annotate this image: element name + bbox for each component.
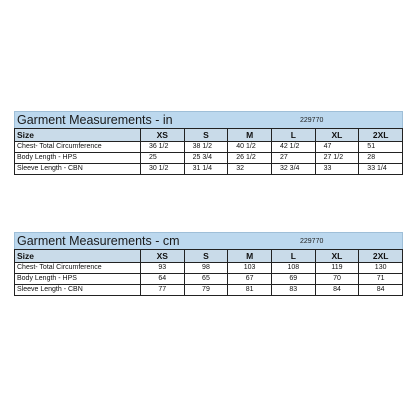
- table-cell: 38 1/2: [184, 142, 228, 153]
- size-m-header: M: [228, 129, 272, 142]
- table-cell: 83: [271, 285, 315, 296]
- row-label: Chest- Total Circumference: [15, 263, 141, 274]
- table-row: [15, 274, 403, 285]
- table-cell: 42 1/2: [271, 142, 315, 153]
- row-label: Chest- Total Circumference: [15, 142, 141, 153]
- centimeters-table: [14, 249, 403, 296]
- table-cell: 70: [315, 274, 359, 285]
- row-label: Sleeve Length - CBN: [15, 285, 141, 296]
- size-header: Size: [15, 129, 141, 142]
- table-row: [15, 164, 403, 175]
- table-cell: 26 1/2: [228, 153, 272, 164]
- table-row: [15, 263, 403, 274]
- inches-style-number: 229770: [300, 117, 324, 124]
- table-cell: 64: [140, 274, 184, 285]
- centimeters-style-number: 229770: [300, 238, 324, 245]
- table-cell: 103: [228, 263, 272, 274]
- table-cell: 130: [359, 263, 403, 274]
- table-cell: 25 3/4: [184, 153, 228, 164]
- table-cell: 25: [140, 153, 184, 164]
- table-cell: 28: [359, 153, 403, 164]
- table-cell: 32 3/4: [271, 164, 315, 175]
- table-cell: 36 1/2: [140, 142, 184, 153]
- table-cell: 65: [184, 274, 228, 285]
- table-cell: 30 1/2: [140, 164, 184, 175]
- table-cell: 98: [184, 263, 228, 274]
- table-cell: 47: [315, 142, 359, 153]
- table-header-row: [15, 250, 403, 263]
- table-cell: 51: [359, 142, 403, 153]
- size-header: Size: [15, 250, 141, 263]
- inches-table: [14, 128, 403, 175]
- table-header-row: [15, 129, 403, 142]
- size-xs-header: XS: [140, 250, 184, 263]
- row-label: Body Length - HPS: [15, 153, 141, 164]
- inches-measurement-block: [14, 111, 403, 175]
- table-cell: 84: [359, 285, 403, 296]
- table-cell: 119: [315, 263, 359, 274]
- table-cell: 33 1/4: [359, 164, 403, 175]
- table-row: [15, 285, 403, 296]
- table-cell: 79: [184, 285, 228, 296]
- table-row: [15, 153, 403, 164]
- size-m-header: M: [228, 250, 272, 263]
- table-cell: 69: [271, 274, 315, 285]
- table-cell: 71: [359, 274, 403, 285]
- size-xs-header: XS: [140, 129, 184, 142]
- centimeters-title: Garment Measurements - cm: [17, 234, 180, 248]
- table-cell: 32: [228, 164, 272, 175]
- table-cell: 27 1/2: [315, 153, 359, 164]
- inches-title: Garment Measurements - in: [17, 113, 173, 127]
- size-s-header: S: [184, 129, 228, 142]
- table-cell: 27: [271, 153, 315, 164]
- table-cell: 33: [315, 164, 359, 175]
- size-s-header: S: [184, 250, 228, 263]
- table-cell: 31 1/4: [184, 164, 228, 175]
- centimeters-measurement-block: [14, 232, 403, 296]
- table-cell: 40 1/2: [228, 142, 272, 153]
- table-cell: 77: [140, 285, 184, 296]
- centimeters-title-bar: [14, 232, 403, 249]
- size-l-header: L: [271, 129, 315, 142]
- inches-title-bar: [14, 111, 403, 128]
- size-xl-header: XL: [315, 250, 359, 263]
- table-cell: 67: [228, 274, 272, 285]
- table-row: [15, 142, 403, 153]
- size-2xl-header: 2XL: [359, 129, 403, 142]
- table-cell: 84: [315, 285, 359, 296]
- size-l-header: L: [271, 250, 315, 263]
- size-2xl-header: 2XL: [359, 250, 403, 263]
- row-label: Sleeve Length - CBN: [15, 164, 141, 175]
- table-cell: 81: [228, 285, 272, 296]
- size-xl-header: XL: [315, 129, 359, 142]
- table-cell: 93: [140, 263, 184, 274]
- row-label: Body Length - HPS: [15, 274, 141, 285]
- table-cell: 108: [271, 263, 315, 274]
